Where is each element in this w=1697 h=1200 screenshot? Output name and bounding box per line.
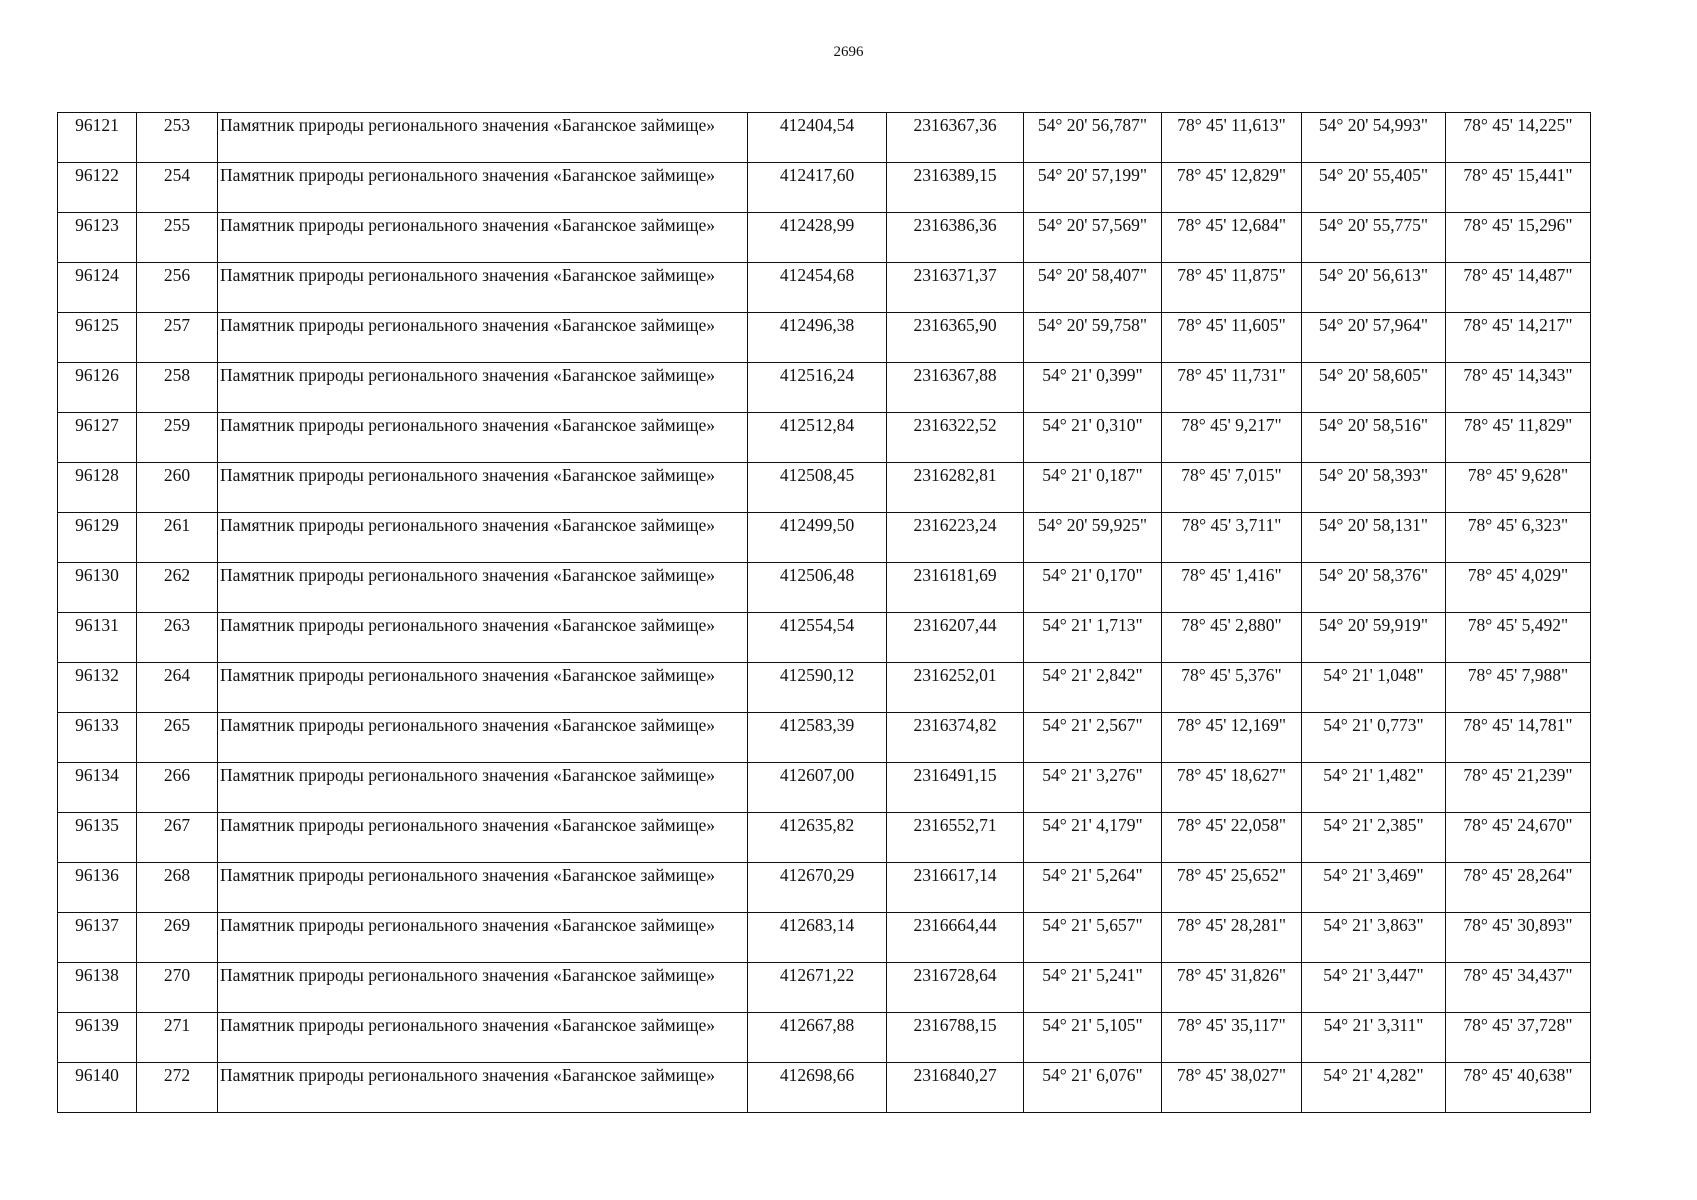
cell-record-id: 96138 xyxy=(58,963,137,1013)
cell-longitude-1: 78° 45' 7,015" xyxy=(1162,463,1302,513)
cell-record-id: 96125 xyxy=(58,313,137,363)
cell-latitude-2: 54° 20' 54,993" xyxy=(1302,113,1446,163)
cell-latitude-1: 54° 20' 58,407" xyxy=(1024,263,1162,313)
cell-point-number: 256 xyxy=(137,263,218,313)
cell-coord-y: 2316282,81 xyxy=(887,463,1024,513)
cell-latitude-1: 54° 21' 4,179" xyxy=(1024,813,1162,863)
cell-object-name: Памятник природы регионального значения «Баганское займище» xyxy=(218,663,748,713)
cell-latitude-1: 54° 21' 6,076" xyxy=(1024,1063,1162,1113)
cell-latitude-1: 54° 21' 5,241" xyxy=(1024,963,1162,1013)
cell-point-number: 258 xyxy=(137,363,218,413)
cell-latitude-1: 54° 21' 5,264" xyxy=(1024,863,1162,913)
table-row xyxy=(58,1013,1591,1063)
table-row xyxy=(58,263,1591,313)
cell-object-name: Памятник природы регионального значения «Баганское займище» xyxy=(218,263,748,313)
cell-coord-x: 412607,00 xyxy=(748,763,887,813)
cell-longitude-1: 78° 45' 5,376" xyxy=(1162,663,1302,713)
cell-coord-y: 2316367,88 xyxy=(887,363,1024,413)
cell-record-id: 96122 xyxy=(58,163,137,213)
cell-longitude-2: 78° 45' 14,225" xyxy=(1446,113,1591,163)
cell-latitude-1: 54° 21' 2,567" xyxy=(1024,713,1162,763)
cell-object-name: Памятник природы регионального значения «Баганское займище» xyxy=(218,863,748,913)
cell-object-name: Памятник природы регионального значения «Баганское займище» xyxy=(218,313,748,363)
cell-longitude-2: 78° 45' 34,437" xyxy=(1446,963,1591,1013)
cell-point-number: 253 xyxy=(137,113,218,163)
table-row xyxy=(58,1063,1591,1113)
cell-latitude-1: 54° 20' 57,569" xyxy=(1024,213,1162,263)
cell-record-id: 96137 xyxy=(58,913,137,963)
cell-longitude-1: 78° 45' 38,027" xyxy=(1162,1063,1302,1113)
cell-longitude-1: 78° 45' 9,217" xyxy=(1162,413,1302,463)
table-row xyxy=(58,813,1591,863)
cell-point-number: 260 xyxy=(137,463,218,513)
cell-coord-x: 412667,88 xyxy=(748,1013,887,1063)
cell-latitude-2: 54° 20' 57,964" xyxy=(1302,313,1446,363)
cell-point-number: 266 xyxy=(137,763,218,813)
cell-record-id: 96123 xyxy=(58,213,137,263)
table-row xyxy=(58,963,1591,1013)
cell-object-name: Памятник природы регионального значения «Баганское займище» xyxy=(218,763,748,813)
cell-point-number: 269 xyxy=(137,913,218,963)
cell-longitude-2: 78° 45' 14,343" xyxy=(1446,363,1591,413)
table-row xyxy=(58,113,1591,163)
cell-latitude-2: 54° 20' 58,376" xyxy=(1302,563,1446,613)
cell-coord-x: 412516,24 xyxy=(748,363,887,413)
cell-latitude-1: 54° 21' 0,399" xyxy=(1024,363,1162,413)
cell-coord-x: 412512,84 xyxy=(748,413,887,463)
cell-record-id: 96132 xyxy=(58,663,137,713)
cell-coord-x: 412670,29 xyxy=(748,863,887,913)
cell-longitude-2: 78° 45' 24,670" xyxy=(1446,813,1591,863)
cell-record-id: 96136 xyxy=(58,863,137,913)
cell-coord-y: 2316322,52 xyxy=(887,413,1024,463)
cell-object-name: Памятник природы регионального значения «Баганское займище» xyxy=(218,513,748,563)
cell-longitude-2: 78° 45' 9,628" xyxy=(1446,463,1591,513)
cell-longitude-1: 78° 45' 12,684" xyxy=(1162,213,1302,263)
cell-longitude-2: 78° 45' 6,323" xyxy=(1446,513,1591,563)
cell-coord-x: 412635,82 xyxy=(748,813,887,863)
cell-latitude-2: 54° 21' 4,282" xyxy=(1302,1063,1446,1113)
table-row xyxy=(58,463,1591,513)
cell-coord-y: 2316840,27 xyxy=(887,1063,1024,1113)
cell-longitude-1: 78° 45' 11,605" xyxy=(1162,313,1302,363)
cell-latitude-2: 54° 21' 1,482" xyxy=(1302,763,1446,813)
cell-point-number: 261 xyxy=(137,513,218,563)
cell-coord-y: 2316181,69 xyxy=(887,563,1024,613)
cell-object-name: Памятник природы регионального значения «Баганское займище» xyxy=(218,913,748,963)
cell-object-name: Памятник природы регионального значения «Баганское займище» xyxy=(218,413,748,463)
cell-coord-y: 2316491,15 xyxy=(887,763,1024,813)
cell-coord-y: 2316664,44 xyxy=(887,913,1024,963)
cell-longitude-2: 78° 45' 7,988" xyxy=(1446,663,1591,713)
cell-object-name: Памятник природы регионального значения «Баганское займище» xyxy=(218,213,748,263)
cell-record-id: 96124 xyxy=(58,263,137,313)
cell-coord-x: 412428,99 xyxy=(748,213,887,263)
cell-point-number: 264 xyxy=(137,663,218,713)
cell-coord-y: 2316617,14 xyxy=(887,863,1024,913)
cell-latitude-1: 54° 21' 5,657" xyxy=(1024,913,1162,963)
cell-coord-x: 412671,22 xyxy=(748,963,887,1013)
cell-latitude-2: 54° 20' 59,919" xyxy=(1302,613,1446,663)
cell-coord-x: 412554,54 xyxy=(748,613,887,663)
table-row xyxy=(58,213,1591,263)
cell-longitude-2: 78° 45' 4,029" xyxy=(1446,563,1591,613)
coordinates-table xyxy=(57,112,1591,1113)
cell-record-id: 96131 xyxy=(58,613,137,663)
cell-coord-y: 2316367,36 xyxy=(887,113,1024,163)
cell-longitude-2: 78° 45' 21,239" xyxy=(1446,763,1591,813)
cell-latitude-2: 54° 20' 58,516" xyxy=(1302,413,1446,463)
cell-longitude-1: 78° 45' 22,058" xyxy=(1162,813,1302,863)
cell-coord-y: 2316252,01 xyxy=(887,663,1024,713)
cell-longitude-2: 78° 45' 5,492" xyxy=(1446,613,1591,663)
cell-latitude-1: 54° 20' 57,199" xyxy=(1024,163,1162,213)
cell-longitude-1: 78° 45' 11,731" xyxy=(1162,363,1302,413)
cell-coord-y: 2316389,15 xyxy=(887,163,1024,213)
cell-record-id: 96139 xyxy=(58,1013,137,1063)
cell-point-number: 265 xyxy=(137,713,218,763)
cell-object-name: Памятник природы регионального значения «Баганское займище» xyxy=(218,1013,748,1063)
cell-longitude-1: 78° 45' 25,652" xyxy=(1162,863,1302,913)
cell-coord-x: 412417,60 xyxy=(748,163,887,213)
cell-latitude-2: 54° 21' 2,385" xyxy=(1302,813,1446,863)
cell-record-id: 96135 xyxy=(58,813,137,863)
table-row xyxy=(58,363,1591,413)
table-row xyxy=(58,663,1591,713)
cell-object-name: Памятник природы регионального значения «Баганское займище» xyxy=(218,463,748,513)
cell-point-number: 255 xyxy=(137,213,218,263)
cell-longitude-1: 78° 45' 28,281" xyxy=(1162,913,1302,963)
cell-longitude-2: 78° 45' 28,264" xyxy=(1446,863,1591,913)
cell-coord-x: 412496,38 xyxy=(748,313,887,363)
cell-coord-x: 412508,45 xyxy=(748,463,887,513)
cell-latitude-2: 54° 20' 55,775" xyxy=(1302,213,1446,263)
cell-object-name: Памятник природы регионального значения «Баганское займище» xyxy=(218,363,748,413)
cell-latitude-1: 54° 21' 0,170" xyxy=(1024,563,1162,613)
cell-latitude-1: 54° 20' 56,787" xyxy=(1024,113,1162,163)
cell-object-name: Памятник природы регионального значения «Баганское займище» xyxy=(218,813,748,863)
cell-latitude-2: 54° 21' 3,447" xyxy=(1302,963,1446,1013)
cell-latitude-2: 54° 21' 0,773" xyxy=(1302,713,1446,763)
cell-point-number: 270 xyxy=(137,963,218,1013)
cell-latitude-2: 54° 20' 55,405" xyxy=(1302,163,1446,213)
cell-latitude-1: 54° 21' 2,842" xyxy=(1024,663,1162,713)
cell-latitude-1: 54° 20' 59,925" xyxy=(1024,513,1162,563)
cell-latitude-1: 54° 21' 3,276" xyxy=(1024,763,1162,813)
cell-latitude-2: 54° 21' 1,048" xyxy=(1302,663,1446,713)
cell-record-id: 96128 xyxy=(58,463,137,513)
cell-coord-x: 412683,14 xyxy=(748,913,887,963)
cell-coord-y: 2316386,36 xyxy=(887,213,1024,263)
cell-longitude-2: 78° 45' 40,638" xyxy=(1446,1063,1591,1113)
cell-record-id: 96129 xyxy=(58,513,137,563)
cell-coord-y: 2316552,71 xyxy=(887,813,1024,863)
cell-record-id: 96133 xyxy=(58,713,137,763)
cell-coord-y: 2316207,44 xyxy=(887,613,1024,663)
cell-object-name: Памятник природы регионального значения «Баганское займище» xyxy=(218,163,748,213)
cell-coord-x: 412499,50 xyxy=(748,513,887,563)
table-row xyxy=(58,713,1591,763)
cell-latitude-2: 54° 20' 58,605" xyxy=(1302,363,1446,413)
cell-longitude-2: 78° 45' 15,296" xyxy=(1446,213,1591,263)
cell-point-number: 262 xyxy=(137,563,218,613)
cell-coord-x: 412454,68 xyxy=(748,263,887,313)
cell-longitude-2: 78° 45' 14,487" xyxy=(1446,263,1591,313)
cell-record-id: 96134 xyxy=(58,763,137,813)
cell-object-name: Памятник природы регионального значения «Баганское займище» xyxy=(218,613,748,663)
cell-longitude-1: 78° 45' 11,875" xyxy=(1162,263,1302,313)
cell-longitude-2: 78° 45' 30,893" xyxy=(1446,913,1591,963)
cell-point-number: 263 xyxy=(137,613,218,663)
cell-point-number: 272 xyxy=(137,1063,218,1113)
cell-latitude-1: 54° 20' 59,758" xyxy=(1024,313,1162,363)
table-row xyxy=(58,413,1591,463)
cell-coord-y: 2316371,37 xyxy=(887,263,1024,313)
cell-point-number: 259 xyxy=(137,413,218,463)
cell-latitude-1: 54° 21' 0,187" xyxy=(1024,463,1162,513)
cell-coord-y: 2316728,64 xyxy=(887,963,1024,1013)
cell-coord-x: 412590,12 xyxy=(748,663,887,713)
cell-point-number: 268 xyxy=(137,863,218,913)
table-row xyxy=(58,313,1591,363)
cell-coord-x: 412698,66 xyxy=(748,1063,887,1113)
cell-coord-x: 412404,54 xyxy=(748,113,887,163)
cell-latitude-2: 54° 21' 3,863" xyxy=(1302,913,1446,963)
cell-longitude-2: 78° 45' 15,441" xyxy=(1446,163,1591,213)
cell-record-id: 96126 xyxy=(58,363,137,413)
cell-coord-y: 2316788,15 xyxy=(887,1013,1024,1063)
cell-latitude-2: 54° 20' 56,613" xyxy=(1302,263,1446,313)
cell-object-name: Памятник природы регионального значения «Баганское займище» xyxy=(218,713,748,763)
table-row xyxy=(58,563,1591,613)
cell-latitude-2: 54° 20' 58,393" xyxy=(1302,463,1446,513)
cell-latitude-2: 54° 21' 3,311" xyxy=(1302,1013,1446,1063)
cell-longitude-1: 78° 45' 18,627" xyxy=(1162,763,1302,813)
table-row xyxy=(58,863,1591,913)
cell-record-id: 96121 xyxy=(58,113,137,163)
cell-longitude-2: 78° 45' 37,728" xyxy=(1446,1013,1591,1063)
cell-longitude-2: 78° 45' 14,781" xyxy=(1446,713,1591,763)
cell-longitude-1: 78° 45' 2,880" xyxy=(1162,613,1302,663)
cell-point-number: 267 xyxy=(137,813,218,863)
cell-point-number: 254 xyxy=(137,163,218,213)
cell-longitude-1: 78° 45' 35,117" xyxy=(1162,1013,1302,1063)
table-row xyxy=(58,913,1591,963)
cell-longitude-2: 78° 45' 11,829" xyxy=(1446,413,1591,463)
cell-longitude-1: 78° 45' 1,416" xyxy=(1162,563,1302,613)
cell-latitude-1: 54° 21' 0,310" xyxy=(1024,413,1162,463)
cell-longitude-1: 78° 45' 11,613" xyxy=(1162,113,1302,163)
table-row xyxy=(58,613,1591,663)
cell-latitude-1: 54° 21' 1,713" xyxy=(1024,613,1162,663)
table-body xyxy=(58,113,1591,1113)
cell-point-number: 271 xyxy=(137,1013,218,1063)
cell-coord-x: 412506,48 xyxy=(748,563,887,613)
cell-coord-y: 2316223,24 xyxy=(887,513,1024,563)
cell-object-name: Памятник природы регионального значения «Баганское займище» xyxy=(218,563,748,613)
cell-record-id: 96130 xyxy=(58,563,137,613)
cell-point-number: 257 xyxy=(137,313,218,363)
page-number: 2696 xyxy=(833,44,864,60)
cell-longitude-1: 78° 45' 12,829" xyxy=(1162,163,1302,213)
cell-longitude-1: 78° 45' 3,711" xyxy=(1162,513,1302,563)
cell-latitude-2: 54° 21' 3,469" xyxy=(1302,863,1446,913)
cell-latitude-2: 54° 20' 58,131" xyxy=(1302,513,1446,563)
cell-object-name: Памятник природы регионального значения «Баганское займище» xyxy=(218,963,748,1013)
cell-latitude-1: 54° 21' 5,105" xyxy=(1024,1013,1162,1063)
cell-longitude-2: 78° 45' 14,217" xyxy=(1446,313,1591,363)
cell-coord-x: 412583,39 xyxy=(748,713,887,763)
cell-longitude-1: 78° 45' 31,826" xyxy=(1162,963,1302,1013)
table-row xyxy=(58,163,1591,213)
cell-coord-y: 2316374,82 xyxy=(887,713,1024,763)
cell-coord-y: 2316365,90 xyxy=(887,313,1024,363)
table-row xyxy=(58,513,1591,563)
cell-record-id: 96140 xyxy=(58,1063,137,1113)
cell-record-id: 96127 xyxy=(58,413,137,463)
table-row xyxy=(58,763,1591,813)
cell-object-name: Памятник природы регионального значения «Баганское займище» xyxy=(218,1063,748,1113)
cell-longitude-1: 78° 45' 12,169" xyxy=(1162,713,1302,763)
cell-object-name: Памятник природы регионального значения «Баганское займище» xyxy=(218,113,748,163)
